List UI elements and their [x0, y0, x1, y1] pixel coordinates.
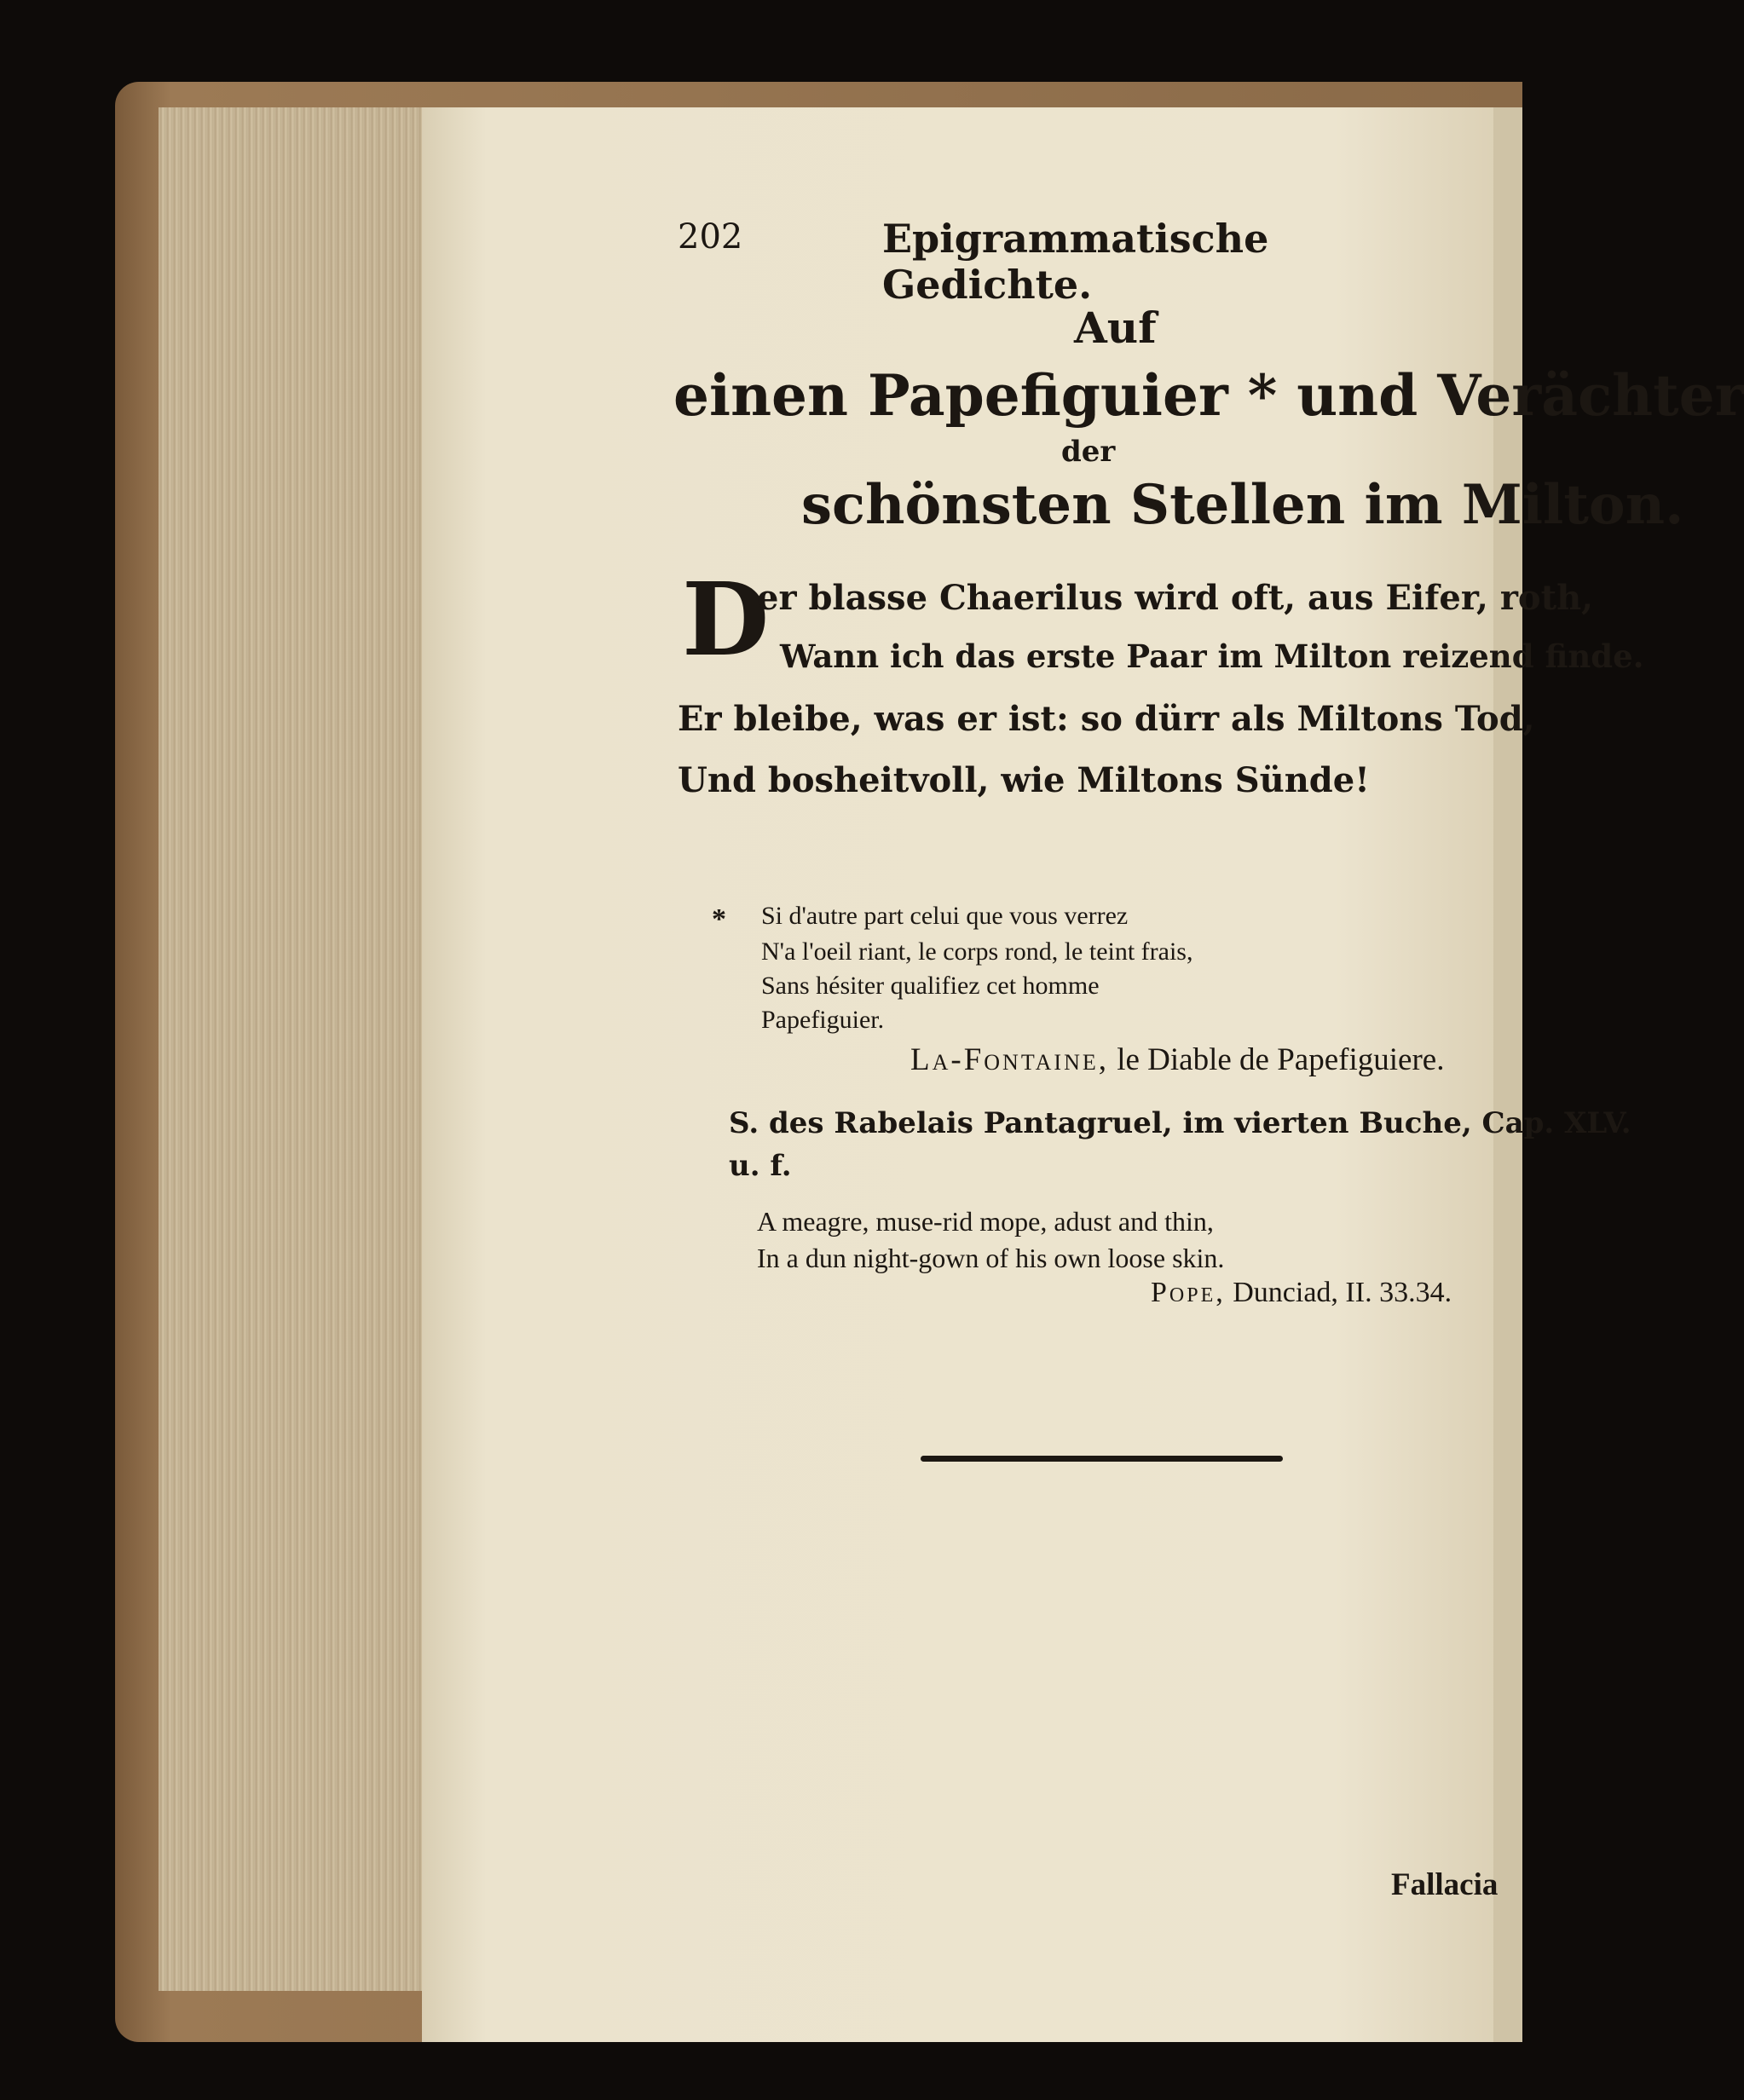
poem-line-1: er blasse Chaerilus wird oft, aus Eifer, roth,	[757, 578, 1594, 618]
section-rule	[921, 1456, 1283, 1462]
catchword: Fallacia	[1391, 1867, 1499, 1902]
footnote-german-ref-cont: u. f.	[729, 1149, 792, 1183]
footnote-french-1: Si d'autre part celui que vous verrez	[761, 902, 1129, 930]
english-source-work: Dunciad, II. 33.34.	[1233, 1277, 1452, 1308]
poem-line-4: Und bosheitvoll, wie Miltons Sünde!	[678, 760, 1370, 800]
poem-line-3: Er bleibe, was er ist: so dürr als Miltons Tod,	[678, 699, 1535, 739]
source-work: le Diable de Papefiguiere.	[1117, 1042, 1445, 1077]
footnote-french-4: Papefiguier.	[761, 1006, 885, 1034]
page-header	[678, 216, 1330, 308]
footnote-german-ref: S. des Rabelais Pantagruel, im vierten Buche, Cap. XLV.	[729, 1106, 1631, 1140]
english-source-author: Pope,	[1151, 1277, 1226, 1308]
footnote-french-2: N'a l'oeil riant, le corps rond, le teint frais,	[761, 938, 1193, 966]
footnote-french-3: Sans hésiter qualifiez cet homme	[761, 972, 1100, 1000]
title-line-2: einen Papefiguier * und Verächter	[673, 362, 1744, 429]
footnote-french-source	[910, 1041, 1444, 1078]
footnote-marker: *	[712, 903, 726, 935]
footnote-english-2: In a dun night-gown of his own loose skin.	[757, 1243, 1225, 1273]
poem-line-2: Wann ich das erste Paar im Milton reizend finde.	[780, 638, 1644, 675]
footnote-english-1: A meagre, muse-rid mope, adust and thin,	[757, 1206, 1214, 1237]
page-number: 202	[678, 217, 743, 257]
running-head: Epigrammatische Gedichte.	[882, 216, 1269, 308]
footnote-english-source	[1151, 1277, 1452, 1309]
drop-cap: D	[682, 560, 770, 678]
title-line-3: der	[1061, 435, 1116, 469]
title-line-4: schönsten Stellen im Milton.	[801, 473, 1684, 537]
page-edges	[159, 107, 431, 1991]
source-author: La-Fontaine,	[910, 1042, 1109, 1077]
title-line-1: Auf	[1074, 303, 1157, 353]
